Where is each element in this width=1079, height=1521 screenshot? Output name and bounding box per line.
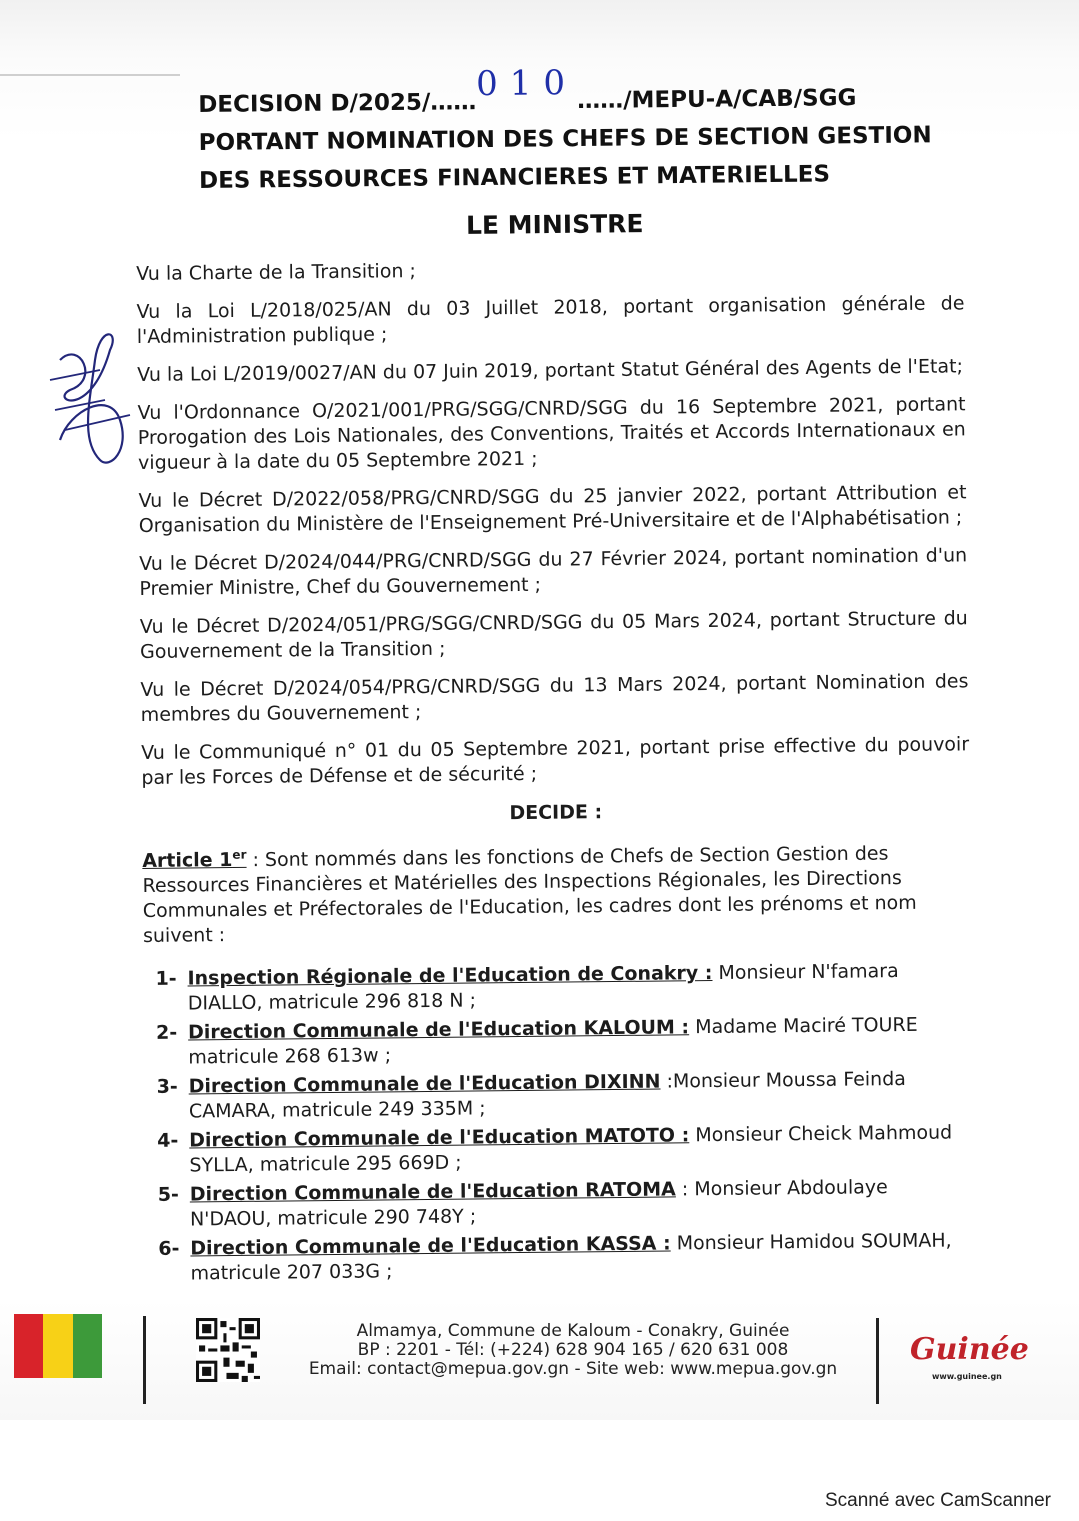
decide-heading: DECIDE : bbox=[509, 801, 603, 825]
decision-prefix: DECISION D/2025/…… bbox=[198, 89, 477, 118]
article-1-label-text: Article 1 bbox=[142, 849, 233, 873]
guinea-flag-icon bbox=[14, 1314, 102, 1378]
list-item-number: 1- bbox=[155, 967, 177, 991]
article-1 bbox=[142, 835, 971, 949]
list-item-number: 2- bbox=[155, 1021, 178, 1045]
visa-paragraph: Vu le Communiqué n° 01 du 05 Septembre 2021, portant prise effective du pouvoir par les Forces de Défense et de sécurité ; bbox=[141, 733, 970, 789]
list-item bbox=[146, 1229, 974, 1288]
article-1-paragraph bbox=[142, 835, 971, 949]
signature-icon bbox=[40, 320, 150, 480]
list-item-number: 3- bbox=[156, 1075, 178, 1099]
authority-heading: LE MINISTRE bbox=[465, 209, 644, 240]
visa-paragraph: Vu la Charte de la Transition ; bbox=[136, 260, 417, 285]
list-item-person: Monsieur Hamidou SOUMAH, matricule 207 033G ; bbox=[190, 1229, 952, 1285]
decision-title-line-2: PORTANT NOMINATION DES CHEFS DE SECTION GESTION bbox=[198, 122, 932, 156]
visa-paragraph: Vu le Décret D/2024/044/PRG/CNRD/SGG du 27 Février 2024, portant nomination d'un Premier Ministre, Chef du Gouvernement ; bbox=[139, 544, 968, 600]
list-item-number: 4- bbox=[157, 1129, 179, 1153]
footer-divider bbox=[876, 1318, 879, 1404]
visa-paragraph: Vu le Décret D/2024/051/PRG/SGG/CNRD/SGG du 05 Mars 2024, portant Structure du Gouvernement de la Transition ; bbox=[139, 607, 968, 663]
list-item bbox=[146, 1175, 974, 1234]
visa-paragraph: Vu la Loi L/2019/0027/AN du 07 Juin 2019, portant Statut Général des Agents de l'Etat; bbox=[137, 355, 964, 386]
list-item-unit: Inspection Régionale de l'Education de Conakry : bbox=[187, 962, 713, 990]
visa-paragraph: Vu le Décret D/2024/054/PRG/CNRD/SGG du 13 Mars 2024, portant Nomination des membres du Gouvernement ; bbox=[140, 670, 969, 726]
article-1-label-sup: er bbox=[232, 847, 247, 863]
scan-edge-line bbox=[0, 74, 180, 76]
list-item-number: 5- bbox=[157, 1183, 179, 1207]
visa-paragraph: Vu le Décret D/2022/058/PRG/CNRD/SGG du 25 janvier 2022, portant Attribution et Organisation du Ministère de l'Enseignement Pré-Universitaire et de l'Alphabétisation ; bbox=[138, 481, 967, 537]
list-item-number: 6- bbox=[158, 1237, 180, 1261]
list-item-unit: Direction Communale de l'Education MATOTO : bbox=[189, 1124, 690, 1152]
list-item-person: Madame Maciré TOURE matricule 268 613w ; bbox=[188, 1014, 918, 1069]
list-item-person: : Monsieur Abdoulaye N'DAOU, matricule 290 748Y ; bbox=[189, 1176, 888, 1231]
list-item bbox=[145, 1121, 973, 1180]
flag-red-stripe bbox=[14, 1314, 43, 1378]
document-body bbox=[136, 253, 975, 1291]
article-1-text: : Sont nommés dans les fonctions de Chefs de Section Gestion des Ressources Financières et Matérielles des Inspections Régionales, les Directions Communales et Préfectorales de l'Education, les cadres dont les prénoms et nom suivent : bbox=[142, 842, 917, 948]
decision-suffix: ……/MEPU-A/CAB/SGG bbox=[577, 85, 857, 115]
guinee-logo-url: www.guinee.gn bbox=[932, 1372, 1002, 1381]
list-item-unit: Direction Communale de l'Education KASSA : bbox=[190, 1232, 671, 1260]
guinee-logo bbox=[904, 1322, 1029, 1386]
camscanner-watermark: Scanné avec CamScanner bbox=[824, 1490, 1051, 1511]
visa-paragraph: Vu la Loi L/2018/025/AN du 03 Juillet 2018, portant organisation générale de l'Administration publique ; bbox=[136, 292, 965, 348]
list-item-person: Monsieur N'famara DIALLO, matricule 296 818 N ; bbox=[187, 960, 899, 1015]
list-item bbox=[143, 959, 971, 1018]
nomination-list bbox=[143, 959, 974, 1288]
footer-address-line: Almamya, Commune de Kaloum - Conakry, Guinée bbox=[356, 1321, 790, 1341]
flag-green-stripe bbox=[73, 1314, 102, 1378]
footer-phone-line: BP : 2201 - Tél: (+224) 628 904 165 / 620 631 008 bbox=[357, 1340, 789, 1360]
visa-paragraph: Vu l'Ordonnance O/2021/001/PRG/SGG/CNRD/SGG du 16 Septembre 2021, portant Prorogation des Lois Nationales, des Conventions, Traités et Accords Internationaux en vigueur à la date du 05 Septembre 2021 ; bbox=[137, 393, 966, 474]
guinee-logo-word: Guinée bbox=[910, 1332, 1029, 1367]
article-1-label bbox=[142, 849, 246, 872]
list-item-unit: Direction Communale de l'Education RATOMA bbox=[189, 1178, 676, 1206]
flag-yellow-stripe bbox=[43, 1314, 72, 1378]
decision-title-line-3: DES RESSOURCES FINANCIERES ET MATERIELLES bbox=[198, 161, 831, 194]
qr-code-icon bbox=[196, 1318, 260, 1382]
footer-address bbox=[290, 1322, 856, 1379]
decision-reference bbox=[198, 63, 918, 124]
decision-header bbox=[198, 63, 932, 200]
list-item-person: Monsieur Cheick Mahmoud SYLLA, matricule 295 669D ; bbox=[189, 1121, 953, 1177]
list-item bbox=[145, 1067, 973, 1126]
list-item-person: :Monsieur Moussa Feinda CAMARA, matricule 249 335M ; bbox=[188, 1068, 906, 1123]
footer-divider bbox=[143, 1316, 146, 1404]
footer-contact-line: Email: contact@mepua.gov.gn - Site web: www.mepua.gov.gn bbox=[308, 1359, 838, 1379]
list-item-unit: Direction Communale de l'Education DIXINN bbox=[188, 1070, 661, 1098]
list-item bbox=[144, 1013, 972, 1072]
list-item-unit: Direction Communale de l'Education KALOUM : bbox=[187, 1016, 690, 1044]
decision-number-handwritten: 010 bbox=[475, 63, 578, 105]
